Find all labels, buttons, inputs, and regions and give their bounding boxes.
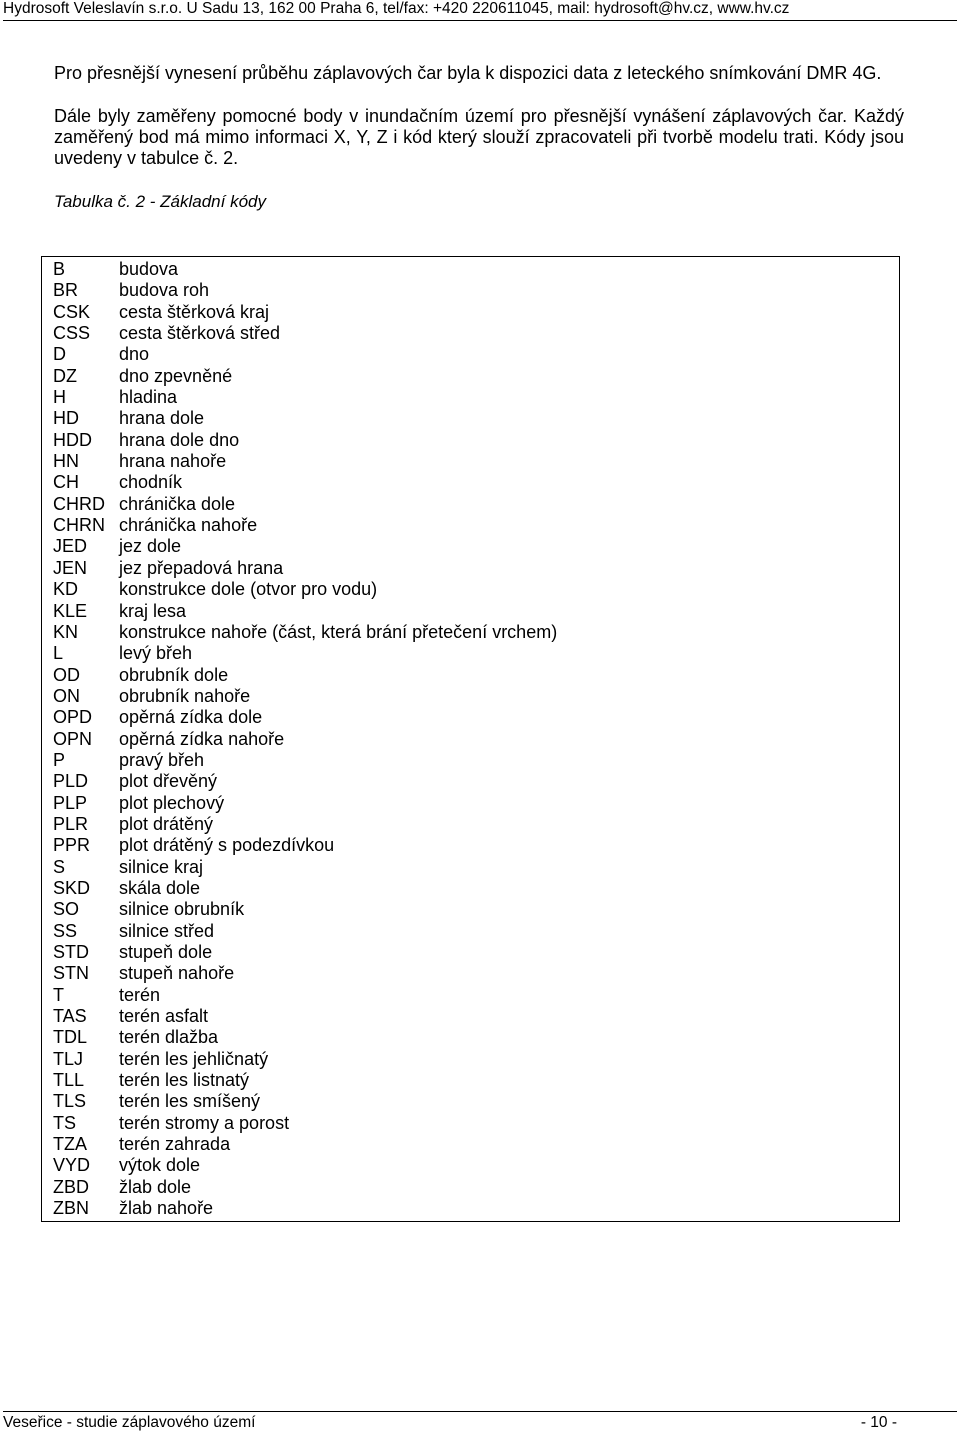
- code-row: [53, 622, 557, 643]
- code-row: [53, 665, 557, 686]
- code-abbreviation: SO: [53, 899, 80, 920]
- code-abbreviation: TLJ: [53, 1048, 84, 1069]
- code-row: [53, 707, 557, 728]
- code-row: [53, 899, 557, 920]
- code-abbreviation: ON: [53, 685, 80, 706]
- code-abbreviation: STD: [53, 942, 89, 962]
- code-abbreviation: OPN: [53, 728, 93, 749]
- code-description: terén zahrada: [119, 1134, 231, 1155]
- code-description: jez dole: [119, 536, 182, 557]
- code-abbreviation: L: [53, 643, 64, 664]
- code-description: pravý břeh: [119, 749, 205, 770]
- paragraph-dmr: Pro přesnější vynesení průběhu záplavových čar byla k dispozici data z leteckého snímkování DMR 4G.: [54, 63, 882, 83]
- code-description: skála dole: [119, 877, 201, 898]
- code-abbreviation: TDL: [53, 1027, 88, 1048]
- table-caption: Tabulka č. 2 - Základní kódy: [54, 191, 266, 211]
- code-description: hrana dole dno: [119, 429, 240, 450]
- code-row: [53, 963, 557, 984]
- code-abbreviation: VYD: [53, 1155, 91, 1176]
- code-row: [53, 1134, 557, 1155]
- code-description: silnice střed: [119, 920, 215, 941]
- code-abbreviation: SS: [53, 920, 78, 941]
- code-row: [53, 451, 557, 472]
- code-description: opěrná zídka dole: [119, 707, 263, 728]
- code-row: [53, 323, 557, 344]
- code-row: [53, 536, 557, 557]
- code-description: plot drátěný s podezdívkou: [119, 835, 335, 856]
- code-row: [53, 259, 557, 280]
- code-abbreviation: HN: [53, 451, 79, 472]
- code-abbreviation: KN: [53, 621, 79, 642]
- code-row: [53, 344, 557, 365]
- code-description: konstrukce dole (otvor pro vodu): [119, 579, 378, 600]
- code-abbreviation: PLP: [53, 792, 88, 813]
- code-row: [53, 601, 557, 622]
- codes-table: [41, 256, 900, 1222]
- code-description: žlab dole: [119, 1176, 192, 1197]
- paragraph-codes-intro: Dále byly zaměřeny pomocné body v inundačním území pro přesnější vynášení záplavových čar. Každý zaměřený bod má mimo informaci X, Y, Z i kód který slouží zpracovateli při tvorbě modelu trati. Kódy jsou uvedeny v tabulce č. 2.: [54, 105, 904, 169]
- code-description: žlab nahoře: [119, 1198, 214, 1219]
- code-abbreviation: TS: [53, 1112, 77, 1133]
- code-description: stupeň dole: [119, 942, 213, 962]
- code-row: [53, 302, 557, 323]
- code-row: [53, 1027, 557, 1048]
- code-description: hladina: [119, 387, 178, 408]
- code-abbreviation: H: [53, 387, 66, 408]
- code-abbreviation: D: [53, 344, 66, 365]
- code-row: [53, 408, 557, 429]
- code-description: dno: [119, 344, 150, 365]
- code-description: terén: [119, 984, 161, 1005]
- code-description: konstrukce nahoře (část, která brání přetečení vrchem): [119, 621, 558, 642]
- code-abbreviation: S: [53, 856, 66, 877]
- code-abbreviation: JED: [53, 536, 88, 557]
- code-description: plot dřevěný: [119, 771, 218, 792]
- code-row: [53, 579, 557, 600]
- code-description: kraj lesa: [119, 600, 187, 621]
- code-description: plot drátěný: [119, 813, 214, 834]
- code-description: cesta štěrková kraj: [119, 301, 270, 322]
- code-row: [53, 1177, 557, 1198]
- code-description: hrana dole: [119, 408, 205, 429]
- code-abbreviation: B: [53, 259, 66, 279]
- code-row: [53, 1049, 557, 1070]
- code-row: [53, 430, 557, 451]
- code-description: plot plechový: [119, 792, 225, 813]
- footer-title: Veseřice - studie záplavového území: [3, 1414, 256, 1431]
- code-abbreviation: ZBN: [53, 1198, 89, 1219]
- code-description: terén stromy a porost: [119, 1112, 290, 1133]
- code-abbreviation: ZBD: [53, 1176, 89, 1197]
- header-text: Hydrosoft Veleslavín s.r.o. U Sadu 13, 162 00 Praha 6, tel/fax: +420 220611045, mail: hydrosoft@hv.cz, www.hv.cz: [3, 0, 790, 17]
- code-abbreviation: CHRD: [53, 493, 105, 514]
- code-description: chodník: [119, 472, 183, 493]
- code-abbreviation: CSS: [53, 323, 91, 344]
- code-row: [53, 985, 557, 1006]
- code-abbreviation: CH: [53, 472, 79, 493]
- code-description: budova roh: [119, 280, 210, 301]
- code-abbreviation: SKD: [53, 877, 91, 898]
- code-description: silnice kraj: [119, 856, 204, 877]
- page-footer: [3, 1411, 957, 1432]
- code-row: [53, 729, 557, 750]
- code-description: levý břeh: [119, 643, 193, 664]
- code-description: výtok dole: [119, 1155, 201, 1176]
- code-description: dno zpevněné: [119, 365, 233, 386]
- code-row: [53, 1070, 557, 1091]
- code-abbreviation: TLL: [53, 1070, 85, 1091]
- code-row: [53, 280, 557, 301]
- code-row: [53, 814, 557, 835]
- code-description: chránička nahoře: [119, 515, 258, 536]
- code-description: terén les jehličnatý: [119, 1048, 269, 1069]
- code-abbreviation: BR: [53, 280, 79, 301]
- code-row: [53, 515, 557, 536]
- code-abbreviation: KLE: [53, 600, 88, 621]
- code-description: obrubník dole: [119, 664, 229, 685]
- code-description: cesta štěrková střed: [119, 323, 281, 344]
- code-row: [53, 472, 557, 493]
- code-description: jez přepadová hrana: [119, 557, 284, 578]
- code-abbreviation: OPD: [53, 707, 93, 728]
- code-abbreviation: TLS: [53, 1091, 87, 1112]
- code-abbreviation: KD: [53, 579, 79, 600]
- code-row: [53, 942, 557, 963]
- code-row: [53, 1113, 557, 1134]
- code-description: terén les listnatý: [119, 1070, 250, 1091]
- code-row: [53, 878, 557, 899]
- code-abbreviation: CSK: [53, 301, 91, 322]
- code-row: [53, 793, 557, 814]
- code-abbreviation: PPR: [53, 835, 91, 856]
- code-row: [53, 750, 557, 771]
- code-description: silnice obrubník: [119, 899, 245, 920]
- page-header: [3, 0, 957, 21]
- code-row: [53, 686, 557, 707]
- code-description: hrana nahoře: [119, 451, 227, 472]
- document-body: [54, 63, 904, 212]
- code-row: [53, 1155, 557, 1176]
- code-row: [53, 1091, 557, 1112]
- code-abbreviation: TZA: [53, 1134, 87, 1155]
- code-row: [53, 921, 557, 942]
- code-description: terén les smíšený: [119, 1091, 261, 1112]
- code-description: stupeň nahoře: [119, 963, 235, 984]
- code-abbreviation: OD: [53, 664, 80, 685]
- code-abbreviation: STN: [53, 963, 89, 984]
- code-description: terén asfalt: [119, 1006, 209, 1027]
- code-row: [53, 387, 557, 408]
- code-abbreviation: JEN: [53, 557, 88, 578]
- code-abbreviation: TAS: [53, 1006, 87, 1027]
- code-abbreviation: HD: [53, 408, 79, 429]
- code-abbreviation: HDD: [53, 429, 92, 450]
- code-row: [53, 558, 557, 579]
- code-description: chránička dole: [119, 493, 236, 514]
- code-row: [53, 857, 557, 878]
- code-description: terén dlažba: [119, 1027, 219, 1048]
- code-description: obrubník nahoře: [119, 685, 251, 706]
- codes-list: [53, 259, 557, 1219]
- code-abbreviation: PLD: [53, 771, 89, 792]
- code-abbreviation: T: [53, 984, 64, 1005]
- code-abbreviation: DZ: [53, 365, 77, 386]
- code-row: [53, 771, 557, 792]
- code-row: [53, 835, 557, 856]
- code-abbreviation: P: [53, 749, 66, 770]
- code-row: [53, 1198, 557, 1219]
- code-abbreviation: CHRN: [53, 515, 105, 536]
- code-description: budova: [119, 259, 179, 279]
- code-abbreviation: PLR: [53, 813, 89, 834]
- code-row: [53, 643, 557, 664]
- code-row: [53, 494, 557, 515]
- page-number: - 10 -: [860, 1414, 897, 1431]
- code-row: [53, 366, 557, 387]
- code-description: opěrná zídka nahoře: [119, 728, 285, 749]
- code-row: [53, 1006, 557, 1027]
